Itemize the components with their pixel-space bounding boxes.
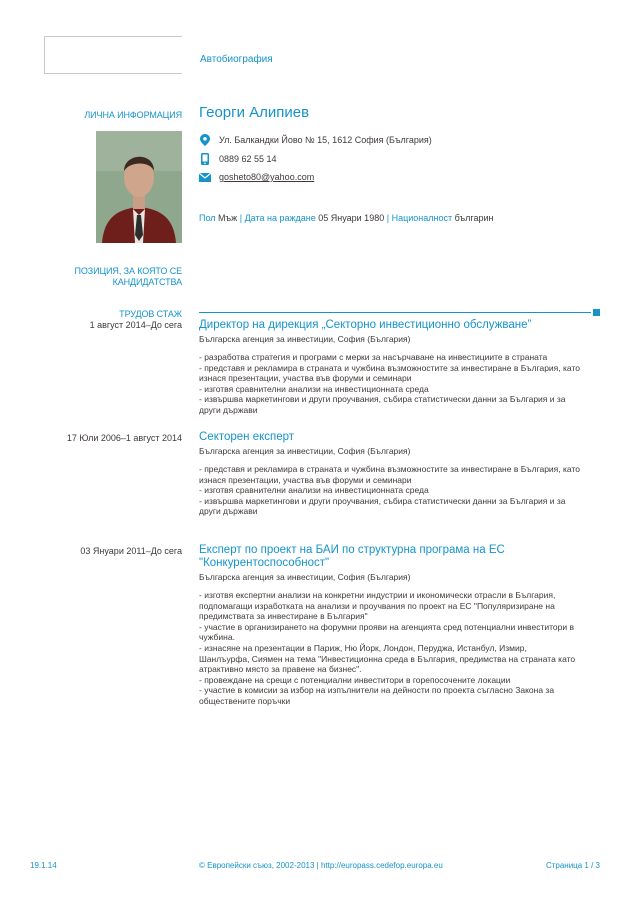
footer-copyright[interactable]: © Европейски съюз, 2002-2013 | http://europass.cedefop.europa.eu	[199, 861, 443, 870]
phone-text: 0889 62 55 14	[219, 154, 277, 164]
job-description-line: чужбина.	[199, 632, 235, 643]
job-description	[199, 464, 609, 517]
nationality-label: Националност	[391, 213, 453, 223]
job-description	[199, 590, 609, 707]
location-icon	[199, 134, 211, 146]
job-description-line: изнася презентации, участва във форуми и семинари	[199, 474, 412, 485]
job-description-line: - извършва маркетингови и други проучвания, събира статистически данни за България и за	[199, 394, 566, 405]
separator: |	[386, 213, 390, 223]
section-heading-work-experience: ТРУДОВ СТАЖ	[119, 309, 182, 319]
job-description-line: други държави	[199, 404, 258, 415]
job-employer: Българска агенция за инвестиции, София (България)	[199, 572, 411, 582]
job-date: 1 август 2014–До сега	[89, 320, 182, 330]
footer-date: 19.1.14	[30, 861, 57, 870]
job-description	[199, 352, 609, 416]
job-title-line: Експерт по проект на БАИ по структурна програма на ЕС	[199, 544, 505, 556]
job-title: Директор на дирекция „Секторно инвестиционно обслужване”	[199, 319, 532, 331]
contact-email	[199, 171, 314, 183]
email-icon	[199, 171, 211, 183]
job-description-line: - представя и рекламира в страната и чужбина възможностите за инвестиране в България, като	[199, 464, 580, 474]
nationality-value: българин	[454, 213, 494, 223]
job-description-line: атрактивно място за правене на бизнес".	[199, 664, 362, 675]
birth-label: Дата на раждане	[244, 213, 316, 223]
section-divider-marker	[593, 309, 600, 316]
job-entry	[199, 544, 609, 707]
position-heading-line-2: КАНДИДАТСТВА	[112, 277, 182, 287]
phone-icon	[199, 153, 211, 165]
job-description-line: изнася презентации, участва във форуми и семинари	[199, 373, 412, 384]
section-heading-personal-info: ЛИЧНА ИНФОРМАЦИЯ	[84, 110, 182, 120]
gender-value: Мъж	[218, 213, 238, 223]
section-divider	[199, 312, 591, 313]
contact-phone	[199, 153, 277, 165]
contact-address	[199, 134, 432, 146]
job-description-line: - представя и рекламира в страната и чужбина възможностите за инвестиране в България, като	[199, 362, 580, 373]
job-description-line: - участие в организирането на форумни прояви на агенцията сред потенциални инвеститори в	[199, 621, 574, 632]
job-description-line: - изготвя сравнителни анализи на инвестиционната среда	[199, 485, 429, 496]
profile-photo	[96, 131, 182, 243]
job-description-line: - изнасяне на презентации в Париж, Ню Йорк, Лондон, Перуджа, Истанбул, Измир,	[199, 642, 527, 653]
job-title-line: "Конкурентоспособност"	[199, 557, 330, 569]
job-description-line: - изготвя сравнителни анализи на инвестиционната среда	[199, 383, 429, 394]
job-description-line: предимствата за инвестиране в България"	[199, 611, 368, 622]
job-employer: Българска агенция за инвестиции, София (България)	[199, 446, 411, 456]
job-title	[199, 544, 609, 570]
job-date: 03 Януари 2011–До сега	[80, 546, 182, 556]
profile-photo-image	[96, 131, 182, 243]
job-description-line: - провеждане на срещи с потенциални инвеститори в горепосочените локации	[199, 674, 511, 685]
position-heading-line-1: ПОЗИЦИЯ, ЗА КОЯТО СЕ	[74, 266, 182, 276]
job-description-line: - извършва маркетингови и други проучвания, събира статистически данни за България и за	[199, 495, 566, 506]
job-description-line: обществените поръчки	[199, 695, 291, 706]
job-title: Секторен експерт	[199, 431, 295, 443]
job-entry	[199, 319, 609, 416]
job-date: 17 Юли 2006–1 август 2014	[66, 433, 182, 443]
document-title: Автобиография	[200, 54, 273, 65]
address-text: Ул. Балкандки Йово № 15, 1612 София (България)	[219, 135, 432, 145]
job-description-line: други държави	[199, 506, 258, 517]
section-heading-position	[75, 266, 182, 288]
gender-label: Пол	[199, 213, 216, 223]
job-employer: Българска агенция за инвестиции, София (България)	[199, 334, 411, 344]
personal-details-line	[199, 213, 493, 223]
job-description-line: Шанлъурфа, Сиямен на тема "Инвестиционна среда в България, предимства на страната като	[199, 653, 576, 664]
footer-page-number: Страница 1 / 3	[545, 861, 600, 870]
job-entry	[199, 431, 609, 517]
job-description-line: - участие в комисии за избор на изпълнители на дейности по проекта съгласно Закона за	[199, 685, 555, 696]
job-description-line: - разработва стратегия и програми с мерки за насърчаване на инвестициите в страната	[199, 352, 548, 362]
job-description-line: - изготвя експертни анализи на конкретни индустрии и икономически отрасли в България,	[199, 590, 556, 600]
logo-placeholder	[44, 36, 182, 74]
birth-value: 05 Януари 1980	[318, 213, 385, 223]
person-name: Георги Алипиев	[199, 104, 310, 121]
job-description-line: подпомагащи изработката на анализи и проучвания по проект на ЕС "Популяризиране на	[199, 600, 555, 611]
separator: |	[239, 213, 243, 223]
email-link[interactable]: gosheto80@yahoo.com	[219, 172, 315, 182]
